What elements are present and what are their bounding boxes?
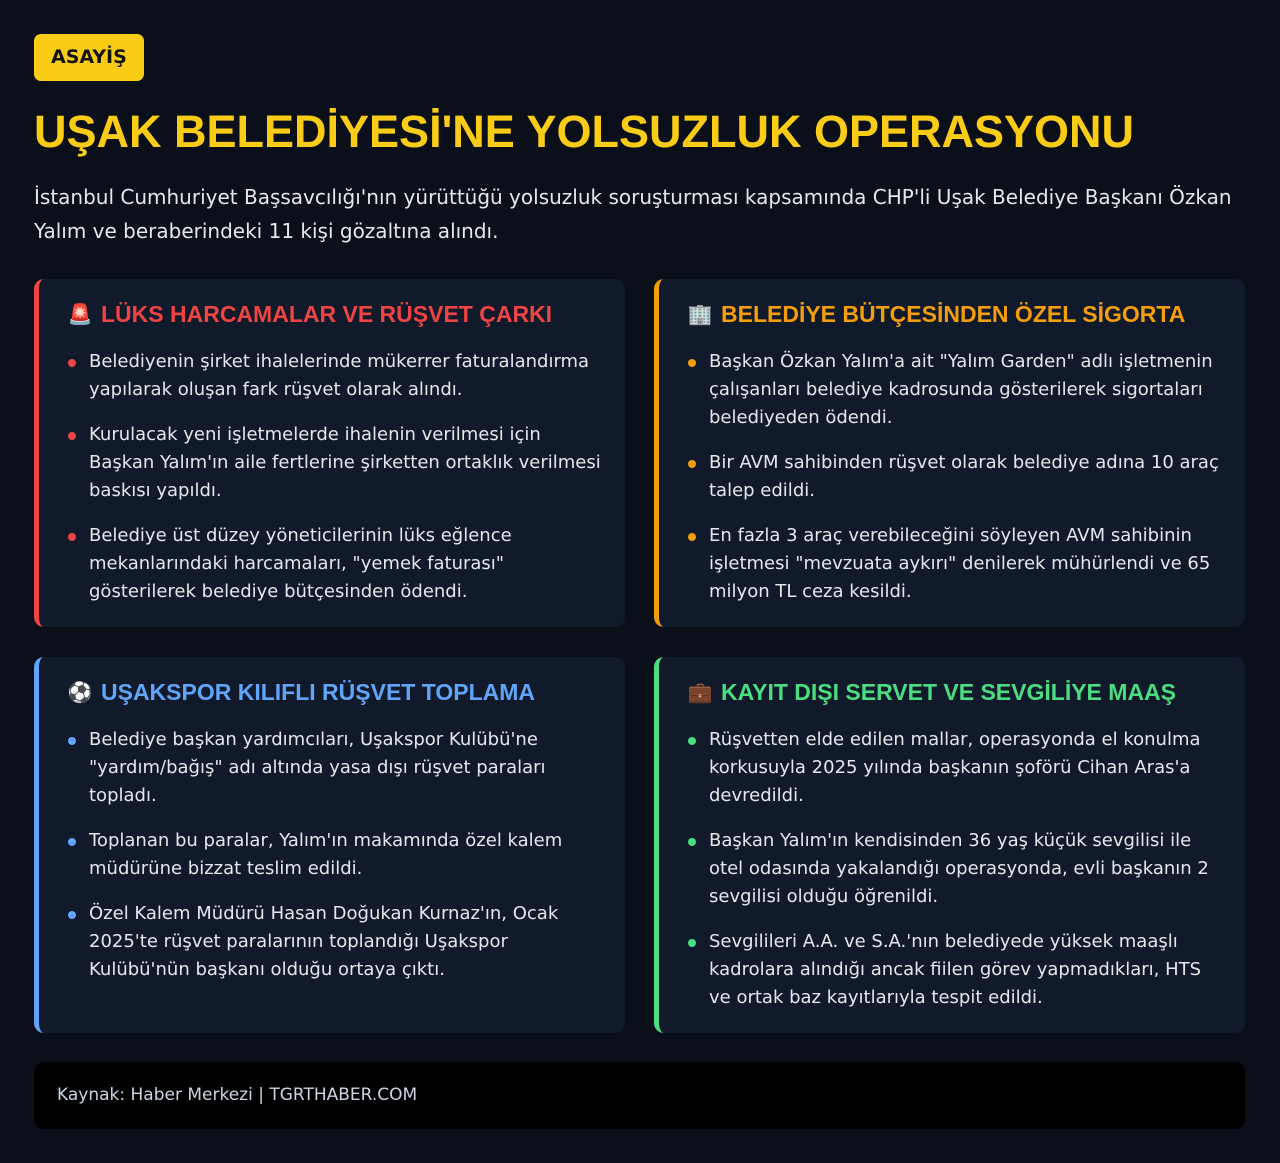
card-list [67,348,601,606]
siren-icon: 🚨 [67,304,93,326]
list-item: En fazla 3 araç verebileceğini söyleyen AVM sahibinin işletmesi "mevzuata aykırı" denilerek mühürlendi ve 65 milyon TL ceza kesildi. [687,522,1221,606]
info-card [654,279,1245,627]
list-item: Toplanan bu paralar, Yalım'ın makamında özel kalem müdürüne bizzat teslim edildi. [67,827,601,883]
list-item: Başkan Yalım'ın kendisinden 36 yaş küçük sevgilisi ile otel odasında yakalandığı operasyonda, evli başkanın 2 sevgilisi olduğu öğrenildi. [687,827,1221,911]
lead-text: İstanbul Cumhuriyet Başsavcılığı'nın yürüttüğü yolsuzluk soruşturması kapsamında CHP'li Uşak Belediye Başkanı Özkan Yalım ve beraberindeki 11 kişi gözaltına alındı. [34,185,1232,243]
list-item: Belediye başkan yardımcıları, Uşakspor Kulübü'ne "yardım/bağış" adı altında yasa dışı rüşvet paraları topladı. [67,726,601,810]
list-item: Kurulacak yeni işletmelerde ihalenin verilmesi için Başkan Yalım'ın aile fertlerine şirketten ortaklık verilmesi baskısı yapıldı. [67,421,601,505]
card-title: 🚨 LÜKS HARCAMALAR VE RÜŞVET ÇARKI [67,301,553,327]
card-title: 💼 KAYIT DIŞI SERVET VE SEVGİLİYE MAAŞ [687,679,1177,705]
list-item: Başkan Özkan Yalım'a ait "Yalım Garden" adlı işletmenin çalışanları belediye kadrosunda gösterilerek sigortaları belediyeden ödendi. [687,348,1221,432]
building-icon: 🏢 [687,304,713,326]
list-item: Sevgilileri A.A. ve S.A.'nın belediyede yüksek maaşlı kadrolara alındığı ancak fiilen görev yapmadıkları, HTS ve ortak baz kayıtlarıyla tespit edildi. [687,928,1221,1012]
card-list [67,726,601,984]
list-item: Belediye üst düzey yöneticilerinin lüks eğlence mekanlarındaki harcamaları, "yemek faturası" gösterilerek belediye bütçesinden ödendi. [67,522,601,606]
card-list [687,726,1221,1012]
info-card [654,657,1245,1033]
info-card [34,657,625,1033]
card-title: ⚽ UŞAKSPOR KILIFLI RÜŞVET TOPLAMA [67,679,536,705]
card-title: 🏢 BELEDİYE BÜTÇESİNDEN ÖZEL SİGORTA [687,301,1186,327]
briefcase-icon: 💼 [687,682,713,704]
soccer-ball-icon: ⚽ [67,682,93,704]
list-item: Bir AVM sahibinden rüşvet olarak belediye adına 10 araç talep edildi. [687,449,1221,505]
category-badge: ASAYİŞ [34,34,144,81]
list-item: Rüşvetten elde edilen mallar, operasyonda el konulma korkusuyla 2025 yılında başkanın şoförü Cihan Aras'a devredildi. [687,726,1221,810]
list-item: Belediyenin şirket ihalelerinde mükerrer faturalandırma yapılarak oluşan fark rüşvet olarak alındı. [67,348,601,404]
source-footer: Kaynak: Haber Merkezi | TGRTHABER.COM [34,1062,1245,1129]
card-list [687,348,1221,606]
list-item: Özel Kalem Müdürü Hasan Doğukan Kurnaz'ın, Ocak 2025'te rüşvet paralarının toplandığı Uşakspor Kulübü'nün başkanı olduğu ortaya çıktı. [67,900,601,984]
page-title: UŞAK BELEDİYESİ'NE YOLSUZLUK OPERASYONU [34,106,1135,157]
info-card [34,279,625,627]
